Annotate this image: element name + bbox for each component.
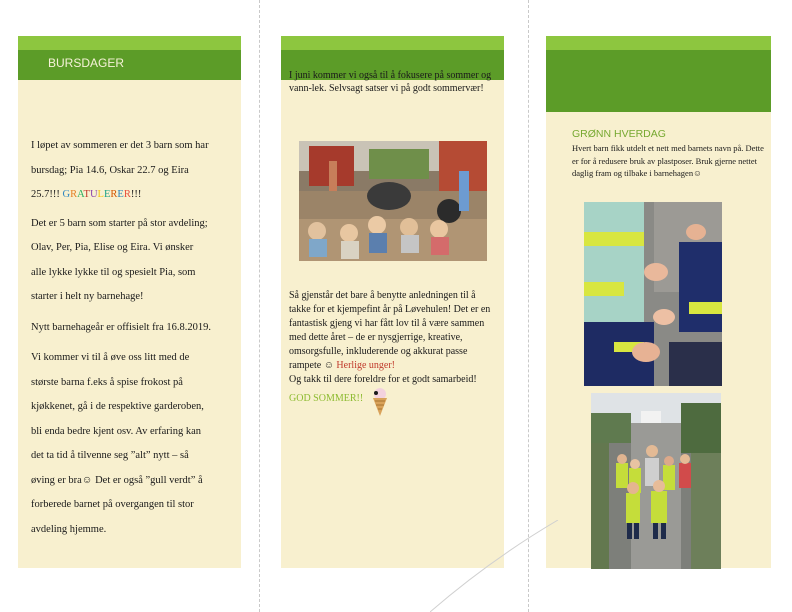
gratulerer-letter: G [62, 189, 71, 200]
header-band-light [18, 36, 241, 50]
green-everyday-title: GRØNN HVERDAG [572, 128, 666, 140]
text-span: !!! [130, 189, 142, 200]
gratulerer-letter: T [83, 189, 90, 200]
text-line: starter i helt ny barnehage! [31, 291, 144, 302]
panel-birthdays [18, 36, 241, 568]
text-line: avdeling hjemme. [31, 523, 107, 535]
gratulerer-rainbow [63, 189, 131, 200]
text-line: kjøkkenet, gå i de respektive garderoben, [31, 401, 204, 412]
kids-rain-gear-photo [584, 202, 722, 386]
playground-photo [299, 141, 487, 261]
text-line: alle lykke lykke til og spesielt Pia, som [31, 266, 196, 278]
gratulerer-letter: R [110, 189, 118, 200]
summer-intro: I juni kommer vi også til å fokusere på sommer og vann-lek. Selvsagt satser vi på godt sommervær! [289, 70, 492, 94]
text-line: forberede barnet på overgangen til stor [31, 499, 194, 510]
text-line: bli enda bedre kjent osv. Av erfaring kan [31, 425, 201, 437]
birthdays-title: BURSDAGER [48, 56, 125, 70]
text-line: Olav, Per, Pia, Elise og Eira. Vi ønsker [31, 242, 194, 253]
smiley-icon: ☺ [323, 360, 334, 371]
gratulerer-letter: E [103, 189, 111, 200]
text-line: øving er bra☺ Det er også ”gull verdt” å [31, 474, 203, 486]
panel-summer [281, 36, 504, 568]
gratulerer-letter: R [123, 189, 131, 200]
green-everyday-text: Hvert barn fikk utdelt et nett med barnets navn på. Dette er for å redusere bruk av plastposer. Bruk gjerne nettet daglig fram og tilbake i barnehagen☺ [572, 143, 764, 178]
thanks-text: Så gjenstår det bare å benytte anledningen til å takke for et kjempefint år på Løvehulen! Det er en fantastisk gjeng vi har fått lov til å være sammen med dette året – de er nysgjerrige, kreative, omsorgsfulle, inkluderende og akkurat passe rampete [289, 290, 491, 371]
header-band-light [281, 36, 504, 50]
text-line: Vi kommer vi til å øve oss litt med de [31, 352, 190, 363]
parents-thanks: Og takk til dere foreldre for et godt samarbeid! [289, 374, 477, 385]
gratulerer-letter: A [77, 189, 84, 200]
text-line: I løpet av sommeren er det 3 barn som har [31, 140, 209, 151]
ice-cream-icon [370, 387, 390, 422]
herlige-unger: Herlige unger! [336, 360, 396, 371]
text-line: Det er 5 barn som starter på stor avdeling; [31, 217, 208, 229]
gratulerer-letter: L [97, 189, 104, 200]
fold-line-left [259, 0, 260, 612]
text-line [31, 183, 241, 208]
text-line: bursdag; Pia 14.6, Oskar 22.7 og Eira [31, 164, 189, 176]
text-line: Nytt barnehageår er offisielt fra 16.8.2019. [31, 321, 211, 333]
text-line: største barna f.eks å spise frokost på [31, 376, 183, 388]
header-band-light [546, 36, 771, 50]
birthdays-text [31, 134, 241, 542]
text-span: 25.7!!! [31, 189, 63, 200]
header-band-dark [546, 50, 771, 112]
god-sommer: GOD SOMMER!! [289, 393, 364, 404]
gratulerer-letter: E [117, 189, 124, 200]
gratulerer-letter: U [89, 189, 98, 200]
summer-body [289, 289, 499, 422]
gratulerer-letter: R [70, 189, 78, 200]
fold-curve-decoration [430, 520, 560, 612]
text-line: det ta tid å tilvenne seg ”alt” nytt – så [31, 450, 189, 461]
kids-walking-photo [591, 393, 721, 569]
